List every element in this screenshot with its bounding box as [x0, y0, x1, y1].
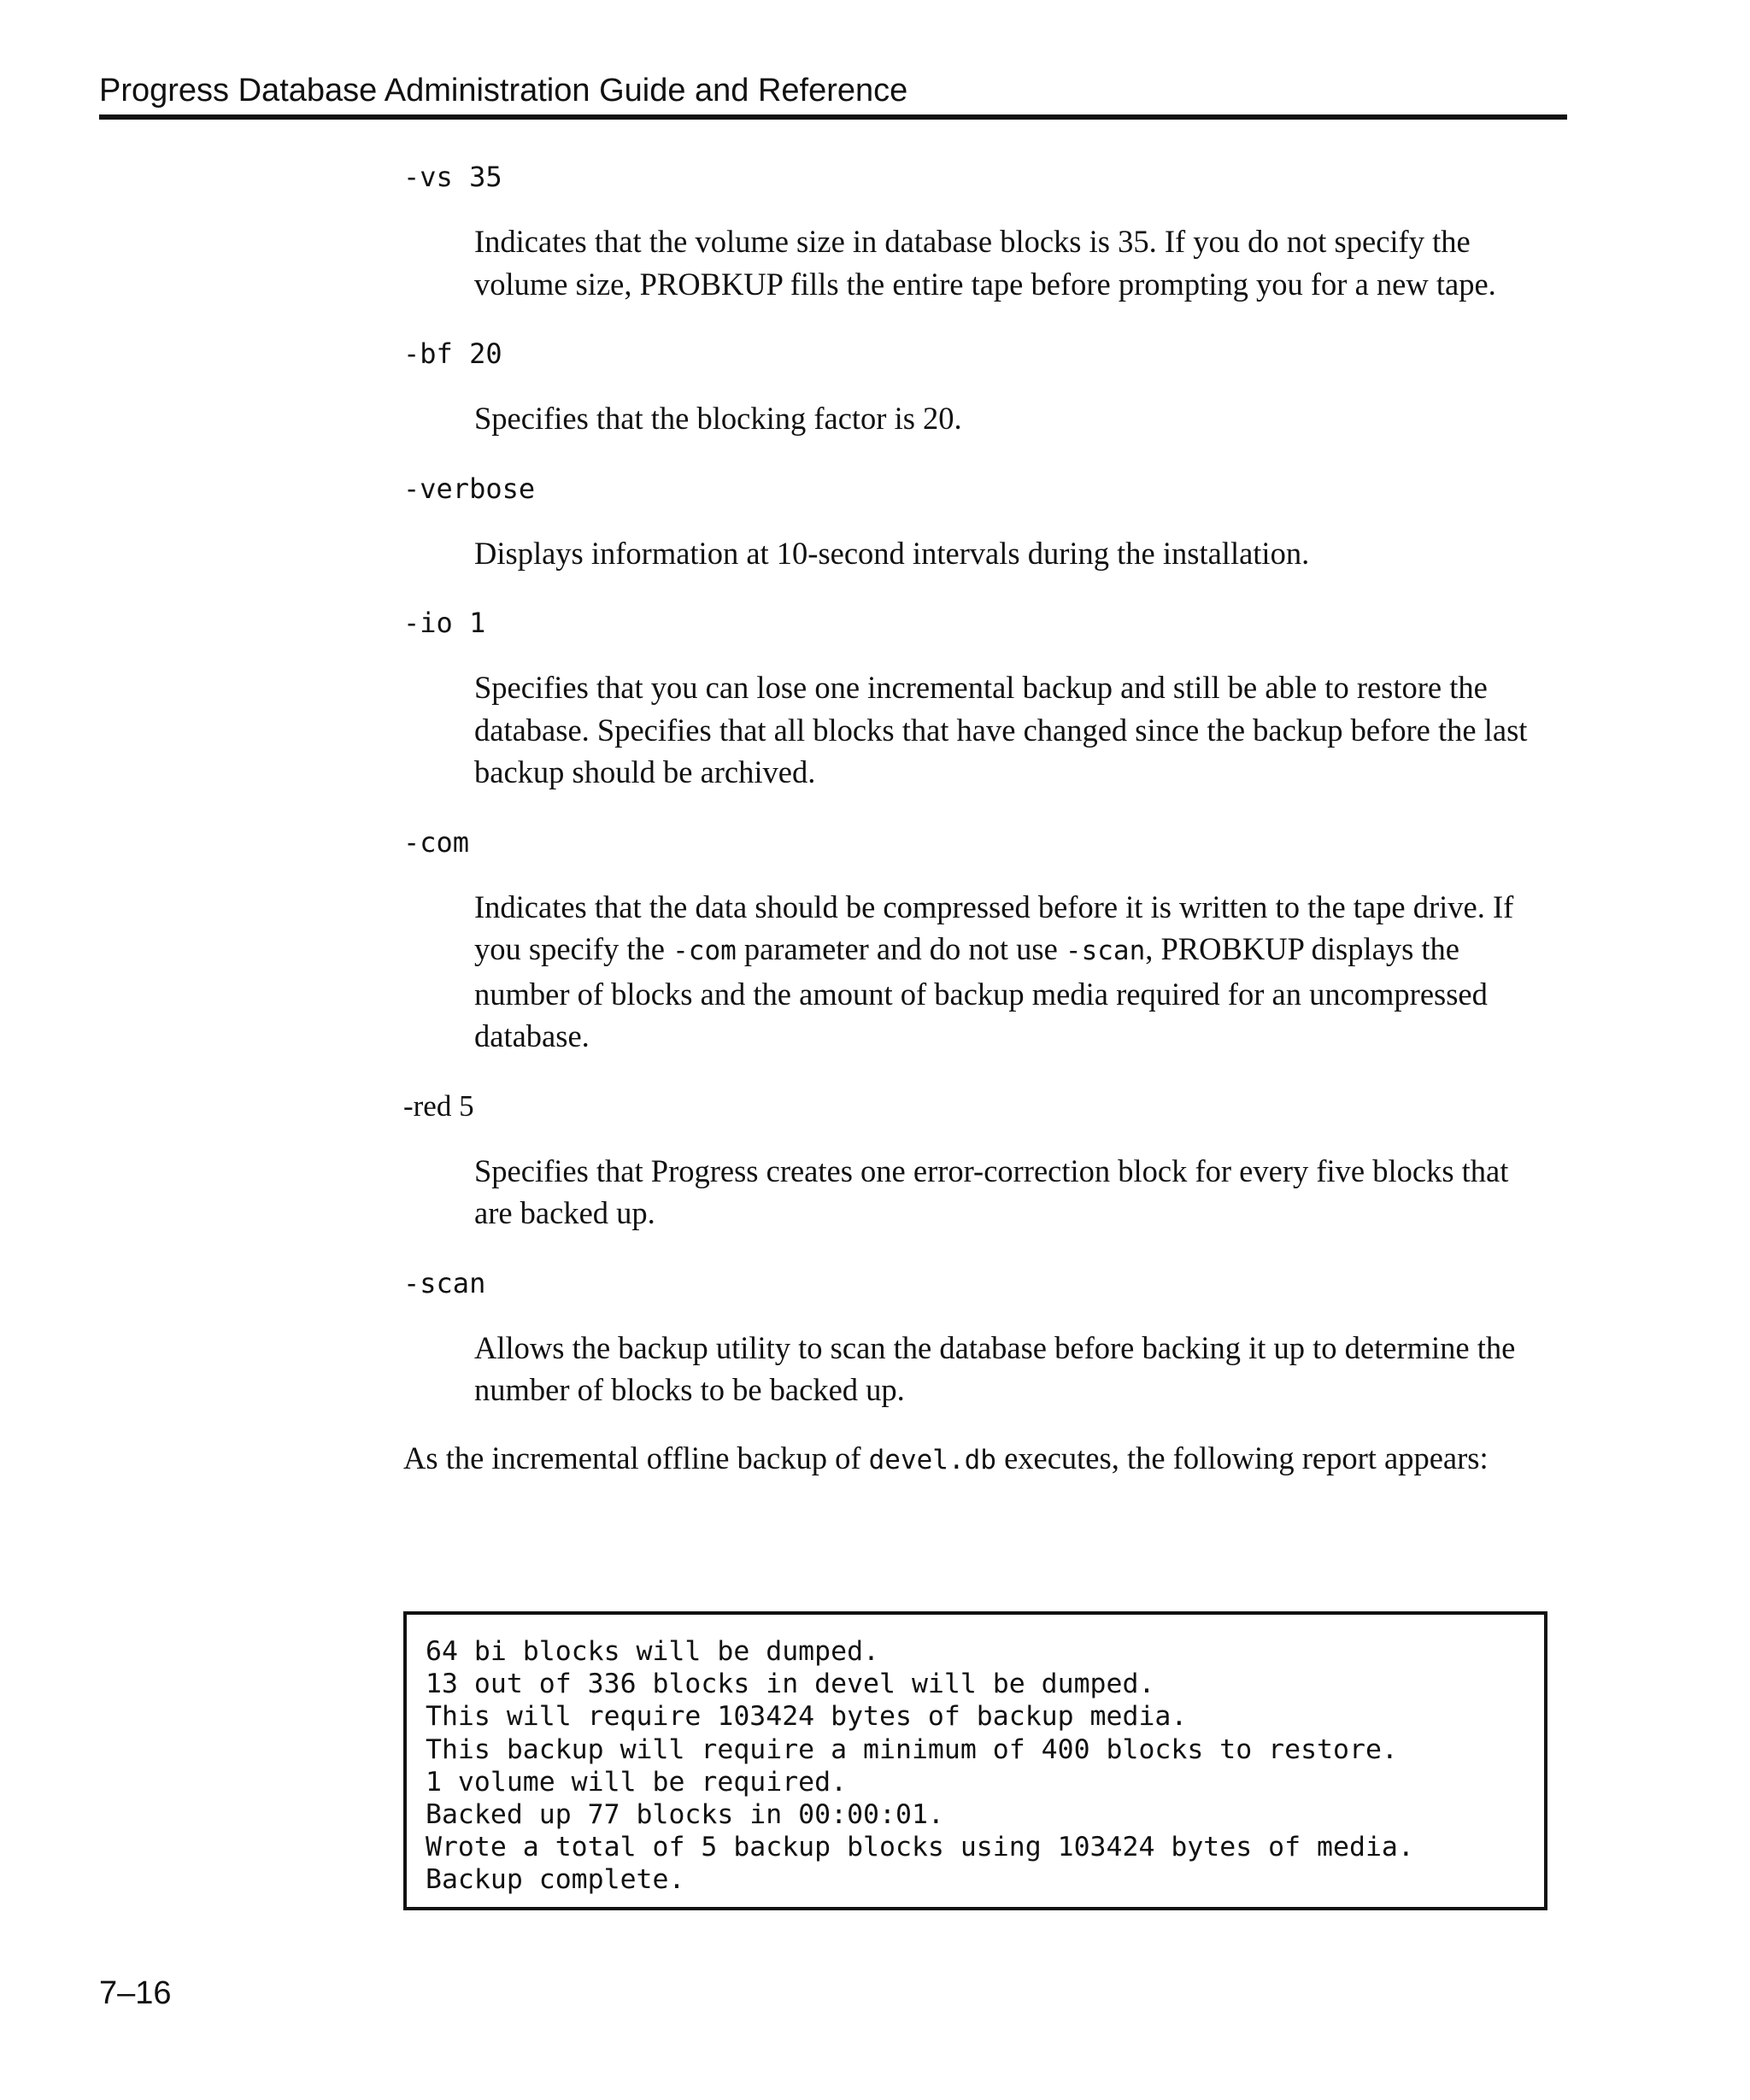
parameter-bf	[403, 331, 1574, 440]
report-line: This backup will require a minimum of 400 blocks to restore.	[426, 1733, 1398, 1765]
description-line: number of blocks to be backed up.	[474, 1372, 905, 1407]
parameter-name: -verbose	[403, 472, 536, 505]
description-text: , PROBKUP displays the	[1145, 931, 1459, 966]
parameter-name: -io 1	[403, 607, 486, 639]
page-number: 7–16	[99, 1975, 172, 2011]
parameter-scan	[403, 1260, 1574, 1411]
report-intro-paragraph	[403, 1437, 1574, 1481]
description-line: Allows the backup utility to scan the database before backing it up to determine the	[474, 1329, 1516, 1365]
description-text: parameter and do not use	[736, 931, 1066, 966]
parameter-red	[403, 1083, 1574, 1235]
report-line: This will require 103424 bytes of backup media.	[426, 1701, 1188, 1733]
page-header	[99, 65, 1567, 120]
inline-code-com: -com	[672, 936, 737, 966]
inline-code-scan: -scan	[1065, 936, 1146, 966]
description-line: database.	[474, 1018, 590, 1053]
parameter-name: -red 5	[403, 1088, 474, 1123]
description-line: are backed up.	[474, 1195, 655, 1230]
report-line: 13 out of 336 blocks in devel will be dumped.	[426, 1669, 1155, 1700]
description-line: Displays information at 10-second intervals during the installation.	[474, 535, 1310, 571]
description-line	[474, 928, 1585, 973]
parameter-com	[403, 819, 1574, 1058]
report-line: 64 bi blocks will be dumped.	[426, 1636, 880, 1667]
parameter-name: -com	[403, 825, 470, 859]
description-line: volume size, PROBKUP fills the entire tape before prompting you for a new tape.	[474, 266, 1496, 302]
parameter-io	[403, 600, 1574, 794]
backup-report-box	[403, 1611, 1547, 1910]
parameter-description	[474, 1327, 1585, 1411]
parameter-name: -scan	[403, 1266, 486, 1299]
parameter-name: -bf 20	[403, 337, 502, 370]
description-line: Indicates that the volume size in database blocks is 35. If you do not specify the	[474, 224, 1471, 259]
description-text: you specify the	[474, 931, 673, 966]
parameter-description	[474, 1150, 1585, 1235]
parameter-description	[474, 666, 1585, 794]
parameter-description	[474, 532, 1585, 575]
description-line: Specifies that the blocking factor is 20.	[474, 401, 962, 436]
parameter-name: -vs 35	[403, 161, 502, 193]
report-line: Wrote a total of 5 backup blocks using 103424 bytes of media.	[426, 1832, 1414, 1863]
description-line: backup should be archived.	[474, 754, 816, 789]
parameter-description	[474, 397, 1585, 440]
description-line: database. Specifies that all blocks that have changed since the backup before the last	[474, 712, 1528, 748]
report-line: Backup complete.	[426, 1864, 685, 1896]
main-content	[403, 154, 1574, 1481]
summary-text: executes, the following report appears:	[995, 1440, 1489, 1475]
report-line: Backed up 77 blocks in 00:00:01.	[426, 1799, 944, 1831]
parameter-description	[474, 886, 1585, 1058]
parameter-description	[474, 220, 1585, 305]
report-line: 1 volume will be required.	[426, 1766, 848, 1798]
running-header-title: Progress Database Administration Guide and Reference	[99, 73, 908, 109]
description-line: Specifies that Progress creates one error-correction block for every five blocks that	[474, 1153, 1509, 1188]
parameter-vs	[403, 154, 1574, 305]
parameter-verbose	[403, 466, 1574, 575]
description-line: number of blocks and the amount of backup media required for an uncompressed	[474, 976, 1488, 1012]
inline-code-filename: devel.db	[868, 1444, 996, 1475]
description-line: Specifies that you can lose one incremental backup and still be able to restore the	[474, 670, 1488, 705]
summary-text: As the incremental offline backup of	[403, 1440, 869, 1475]
description-line: Indicates that the data should be compressed before it is written to the tape drive. If	[474, 889, 1514, 924]
